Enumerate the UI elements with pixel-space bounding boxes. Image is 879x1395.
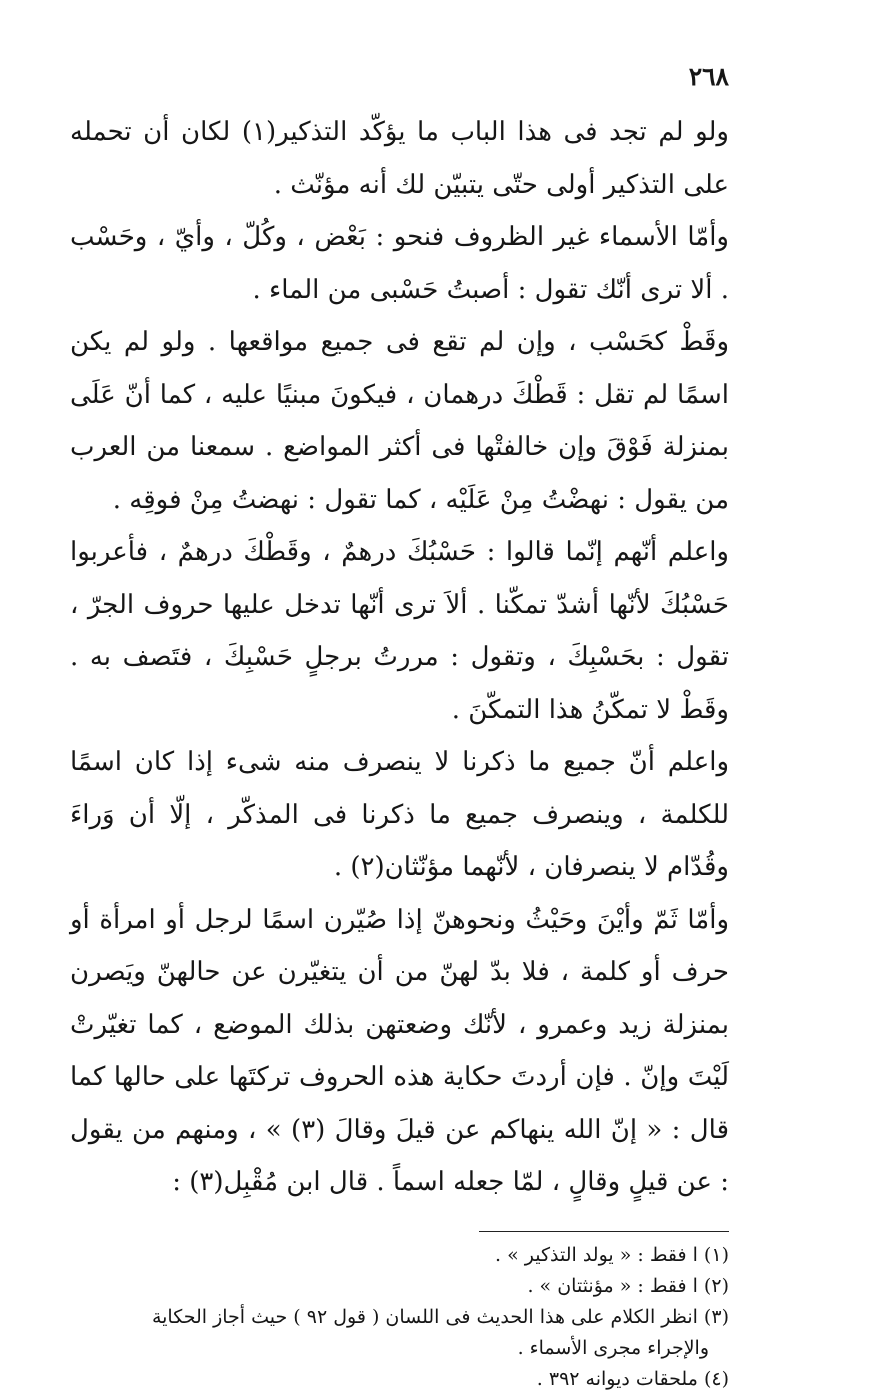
- main-text: [70, 106, 729, 1209]
- footnote-1: (١) ا فقط : « يولد التذكير » .: [495, 1243, 729, 1266]
- paragraph-3: وقَطْ كحَسْب ، وإن لم تقع فى جميع مواقعها . ولو لم يكن اسمًا لم تقل : قَطْكَ درهمان ، فيكونَ مبنيًا عليه ، كما أنّ عَلَى بمنزلة فَوْقَ وإن خالفتْها فى أكثر المواضع . سمعنا من العرب من يقول : نهضْتُ مِنْ عَلَيْه ، كما تقول : نهضتُ مِنْ فوقِه .: [70, 327, 729, 515]
- paragraph-1: ولو لم تجد فى هذا الباب ما يؤكّد التذكير(١) لكان أن تحمله على التذكير أولى حتّى يتبيّن لك أنه مؤنّث .: [70, 117, 729, 200]
- footnotes: [70, 1240, 729, 1395]
- footnote-divider: [479, 1231, 729, 1232]
- footnote-3: (٣) انظر الكلام على هذا الحديث فى اللسان ( قول ٩٢ ) حيث أجاز الحكاية: [151, 1305, 729, 1328]
- paragraph-6: وأمّا ثَمّ وأيْنَ وحَيْثُ ونحوهنّ إذا صُيّرن اسمًا لرجل أو امرأة أو حرف أو كلمة ، فلا بدّ لهنّ من أن يتغيّرن عن حالهنّ ويَصرن بمنزلة زيد وعمرو ، لأنّك وضعتهن بذلك الموضع ، كما تغيّرتْ لَيْتَ وإنّ . فإن أردتَ حكاية هذه الحروف تركتَها على حالها كما قال : « إنّ الله ينهاكم عن قيلَ وقالَ (٣) » ، ومنهم من يقول : عن قيلٍ وقالٍ ، لمّا جعله اسماً . قال ابن مُقْبِل(٣) :: [70, 904, 729, 1197]
- footnote-3-continued: والإجراء مجرى الأسماء .: [517, 1336, 709, 1359]
- paragraph-2: وأمّا الأسماء غير الظروف فنحو : بَعْض ، وكُلّ ، وأيّ ، وحَسْب . ألا ترى أنّك تقول : أصبتُ حَسْبى من الماء .: [70, 222, 729, 305]
- footnote-2: (٢) ا فقط : « مؤنثتان » .: [527, 1274, 729, 1297]
- footnote-4: (٤) ملحقات ديوانه ٣٩٢ .: [536, 1367, 729, 1390]
- page-number: ٢٦٨: [688, 62, 729, 91]
- paragraph-5: واعلم أنّ جميع ما ذكرنا لا ينصرف منه شىء إذا كان اسمًا للكلمة ، وينصرف جميع ما ذكرنا فى المذكّر ، إلّا أن وَراءَ وقُدّام لا ينصرفان ، لأنّهما مؤنّثان(٢) .: [70, 747, 729, 882]
- paragraph-4: واعلم أنّهم إنّما قالوا : حَسْبُكَ درهمٌ ، وقَطْكَ درهمٌ ، فأعربوا حَسْبُكَ لأنّها أشدّ تمكّنا . ألاَ ترى أنّها تدخل عليها حروف الجرّ ، تقول : بحَسْبِكَ ، وتقول : مررتُ برجلٍ حَسْبِكَ ، فتَصف به . وقَطْ لا تمكّنُ هذا التمكّنَ .: [70, 537, 729, 725]
